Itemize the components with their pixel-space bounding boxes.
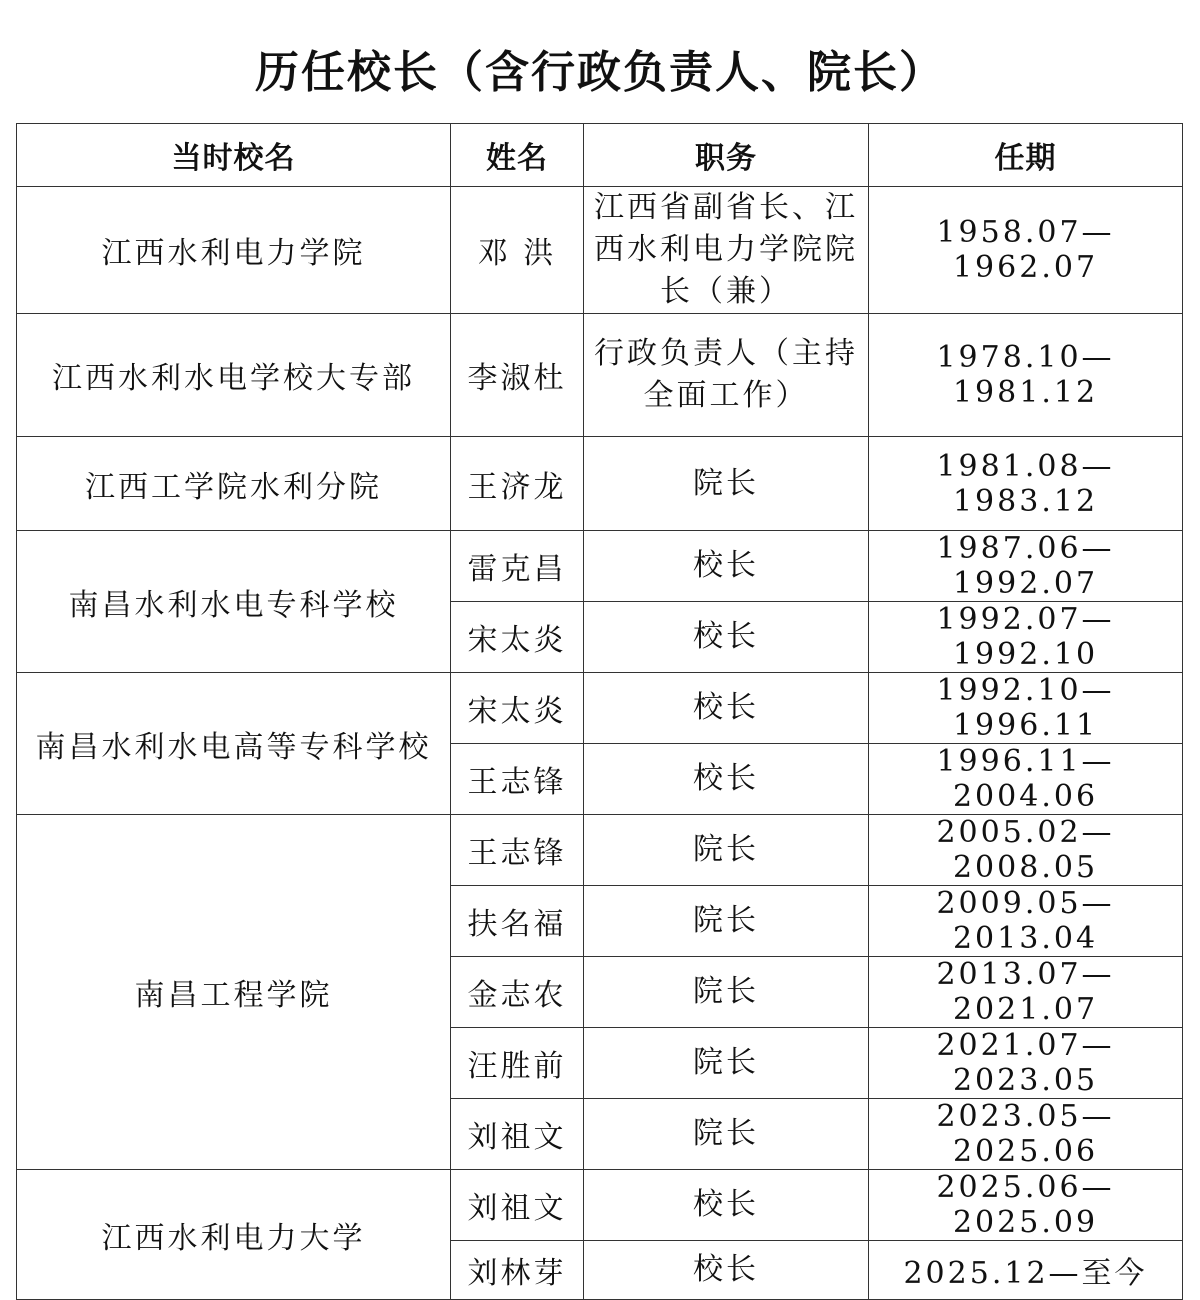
person-name-cell: 王志锋 (451, 815, 584, 886)
term-cell: 2025.06—2025.09 (869, 1170, 1183, 1241)
table-row (17, 314, 1183, 437)
person-name-cell: 王志锋 (451, 744, 584, 815)
term-cell: 2021.07—2023.05 (869, 1028, 1183, 1099)
term-cell: 2025.12—至今 (869, 1241, 1183, 1300)
header-person-name: 姓名 (451, 124, 584, 187)
school-name-cell: 江西工学院水利分院 (17, 437, 451, 531)
position-cell: 校长 (584, 531, 869, 602)
position-cell: 院长 (584, 886, 869, 957)
school-name-cell: 江西水利电力学院 (17, 187, 451, 314)
position-cell: 院长 (584, 1028, 869, 1099)
position-cell: 校长 (584, 1241, 869, 1300)
principals-table (16, 123, 1183, 1300)
school-name-cell: 江西水利水电学校大专部 (17, 314, 451, 437)
table-row (17, 673, 1183, 744)
header-school-name: 当时校名 (17, 124, 451, 187)
position-cell: 校长 (584, 1170, 869, 1241)
table-row (17, 815, 1183, 886)
term-cell: 1992.07—1992.10 (869, 602, 1183, 673)
term-cell: 1992.10—1996.11 (869, 673, 1183, 744)
term-cell: 1981.08—1983.12 (869, 437, 1183, 531)
table-header-row (17, 124, 1183, 187)
person-name-cell: 金志农 (451, 957, 584, 1028)
school-name-cell: 南昌工程学院 (17, 815, 451, 1170)
term-cell: 1958.07—1962.07 (869, 187, 1183, 314)
position-cell: 院长 (584, 437, 869, 531)
position-cell: 行政负责人（主持全面工作） (584, 314, 869, 437)
position-cell: 院长 (584, 1099, 869, 1170)
person-name-cell: 刘祖文 (451, 1170, 584, 1241)
position-cell: 校长 (584, 744, 869, 815)
person-name-cell: 宋太炎 (451, 602, 584, 673)
term-cell: 2005.02—2008.05 (869, 815, 1183, 886)
person-name-cell: 邓 洪 (451, 187, 584, 314)
position-cell: 院长 (584, 957, 869, 1028)
position-cell: 校长 (584, 602, 869, 673)
term-cell: 2009.05—2013.04 (869, 886, 1183, 957)
term-cell: 2023.05—2025.06 (869, 1099, 1183, 1170)
person-name-cell: 雷克昌 (451, 531, 584, 602)
person-name-cell: 王济龙 (451, 437, 584, 531)
term-cell: 1996.11—2004.06 (869, 744, 1183, 815)
person-name-cell: 汪胜前 (451, 1028, 584, 1099)
school-name-cell: 南昌水利水电专科学校 (17, 531, 451, 673)
position-cell: 校长 (584, 673, 869, 744)
header-term: 任期 (869, 124, 1183, 187)
position-cell: 江西省副省长、江西水利电力学院院长（兼） (584, 187, 869, 314)
term-cell: 1978.10—1981.12 (869, 314, 1183, 437)
school-name-cell: 江西水利电力大学 (17, 1170, 451, 1300)
person-name-cell: 宋太炎 (451, 673, 584, 744)
term-cell: 2013.07—2021.07 (869, 957, 1183, 1028)
table-row (17, 1170, 1183, 1241)
position-cell: 院长 (584, 815, 869, 886)
person-name-cell: 李淑杜 (451, 314, 584, 437)
school-name-cell: 南昌水利水电高等专科学校 (17, 673, 451, 815)
person-name-cell: 扶名福 (451, 886, 584, 957)
person-name-cell: 刘林芽 (451, 1241, 584, 1300)
table-row (17, 531, 1183, 602)
page-title: 历任校长（含行政负责人、院长） (255, 47, 945, 98)
table-row (17, 187, 1183, 314)
term-cell: 1987.06—1992.07 (869, 531, 1183, 602)
header-position: 职务 (584, 124, 869, 187)
table-row (17, 437, 1183, 531)
person-name-cell: 刘祖文 (451, 1099, 584, 1170)
